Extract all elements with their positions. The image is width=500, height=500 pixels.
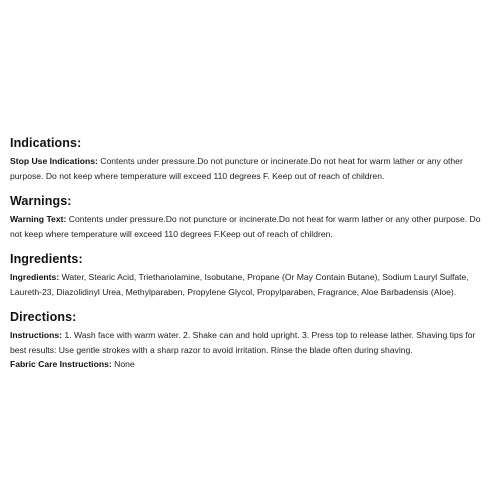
indications-paragraph (10, 154, 490, 183)
fabric-care-label: Fabric Care Instructions: (10, 359, 112, 369)
warnings-section (10, 194, 490, 241)
directions-section (10, 310, 490, 372)
ingredients-section (10, 252, 490, 299)
directions-heading: Directions: (10, 310, 77, 324)
indications-heading: Indications: (10, 136, 82, 150)
warnings-text: Contents under pressure.Do not puncture or incinerate.Do not heat for warm lather or any other purpose. Do not keep where temperature will exceed 110 degrees F.Keep out of reach of children. (10, 214, 481, 239)
fabric-care-text: None (111, 359, 135, 369)
directions-label: Instructions: (10, 330, 63, 340)
warnings-heading: Warnings: (10, 194, 72, 208)
directions-paragraph (10, 328, 490, 357)
indications-text: Contents under pressure.Do not puncture or incinerate.Do not heat for warm lather or any other purpose. Do not keep where temperature will exceed 110 degrees F. Keep out of reach of children. (10, 156, 463, 181)
fabric-care-paragraph (10, 357, 490, 372)
ingredients-label: Ingredients: (10, 272, 60, 282)
indications-label: Stop Use Indications: (10, 156, 98, 166)
indications-section (10, 136, 490, 183)
directions-text: 1. Wash face with warm water. 2. Shake can and hold upright. 3. Press top to release lather. Shaving tips for best results: Use gentle strokes with a sharp razor to avoid irritation. Rinse the blade often during shaving. (10, 330, 476, 355)
warnings-label: Warning Text: (10, 214, 67, 224)
ingredients-text: Water, Stearic Acid, Triethanolamine, Isobutane, Propane (Or May Contain Butane), Sodium Lauryl Sulfate, Laureth-23, Diazolidinyl Urea, Methylparaben, Propylene Glycol, Propylparaben, Fragrance, Aloe Barbadensis (Aloe). (10, 272, 469, 297)
ingredients-paragraph (10, 270, 490, 299)
warnings-paragraph (10, 212, 490, 241)
ingredients-heading: Ingredients: (10, 252, 83, 266)
